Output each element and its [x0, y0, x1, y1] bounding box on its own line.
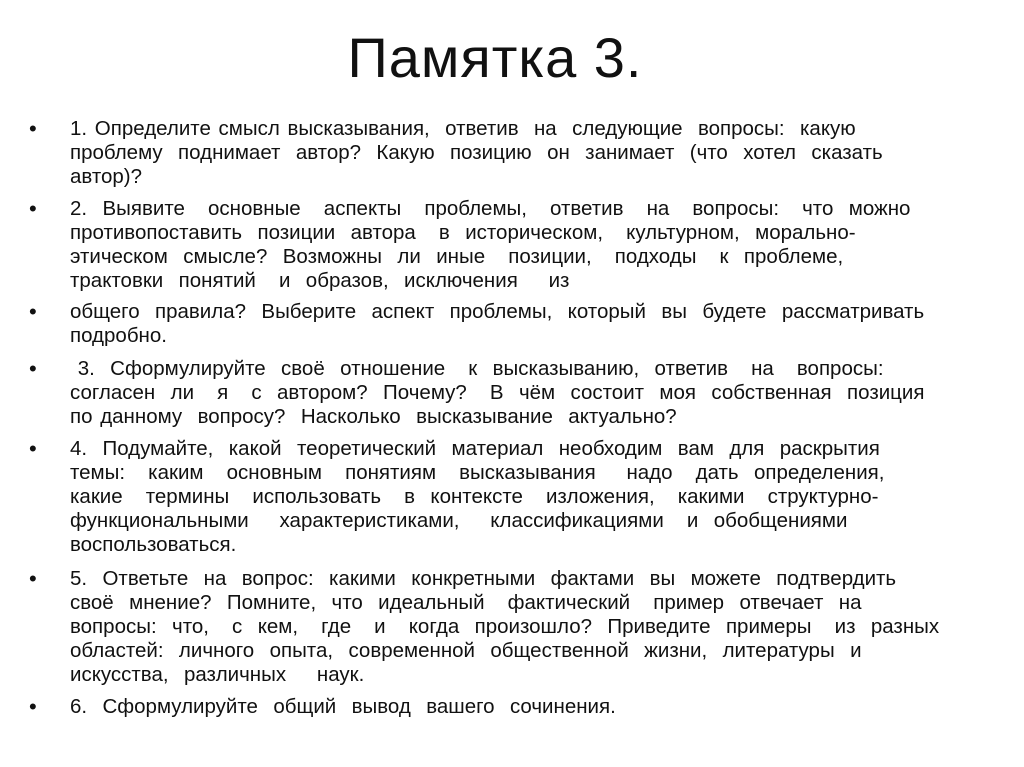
bullet-icon: • — [29, 299, 37, 324]
item-line: трактовки понятий и образов, исключения из — [70, 269, 570, 292]
bullet-icon: • — [29, 566, 37, 591]
item-line: по данному вопросу? Насколько высказывание актуально? — [70, 405, 677, 428]
bullet-icon: • — [29, 196, 37, 221]
list-item — [29, 116, 1015, 189]
list-item — [29, 436, 1015, 557]
item-line: функциональными характеристиками, классификациями и обобщениями — [70, 509, 848, 532]
item-line: вопросы: что, с кем, где и когда произошло? Приведите примеры из разных — [70, 615, 940, 638]
item-line: какие термины использовать в контексте изложения, какими структурно- — [70, 485, 879, 508]
item-line: темы: каким основным понятиям высказывания надо дать определения, — [70, 461, 885, 484]
list-item — [29, 196, 1015, 293]
item-line: 2. Выявите основные аспекты проблемы, ответив на вопросы: что можно — [70, 197, 911, 220]
slide-title: Памятка 3. — [347, 26, 643, 89]
item-line: 4. Подумайте, какой теоретический материал необходим вам для раскрытия — [70, 437, 880, 460]
bullet-icon: • — [29, 356, 37, 381]
item-line: 5. Ответьте на вопрос: какими конкретными фактами вы можете подтвердить — [70, 567, 897, 590]
item-line: проблему поднимает автор? Какую позицию он занимает (что хотел сказать — [70, 141, 883, 164]
item-line: воспользоваться. — [70, 533, 237, 556]
bullet-icon: • — [29, 116, 37, 141]
bullet-icon: • — [29, 436, 37, 461]
list-item — [29, 356, 1015, 429]
list-item — [29, 299, 1015, 348]
item-line: 1. Определите смысл высказывания, ответив на следующие вопросы: какую — [70, 117, 856, 140]
item-line: своё мнение? Помните, что идеальный фактический пример отвечает на — [70, 591, 862, 614]
item-line: общего правила? Выберите аспект проблемы, который вы будете рассматривать — [70, 300, 925, 323]
bullet-icon: • — [29, 694, 37, 719]
item-line: согласен ли я с автором? Почему? В чём состоит моя собственная позиция — [70, 381, 925, 404]
list-item — [29, 566, 1015, 687]
item-line: подробно. — [70, 324, 167, 347]
item-line: областей: личного опыта, современной общественной жизни, литературы и — [70, 639, 862, 662]
item-line: этическом смысле? Возможны ли иные позиции, подходы к проблеме, — [70, 245, 844, 268]
item-line: противопоставить позиции автора в историческом, культурном, морально- — [70, 221, 856, 244]
item-line: автор)? — [70, 165, 143, 188]
list-item — [29, 694, 1015, 719]
item-line: 3. Сформулируйте своё отношение к высказыванию, ответив на вопросы: — [70, 357, 884, 380]
item-line: искусства, различных наук. — [70, 663, 365, 686]
item-line: 6. Сформулируйте общий вывод вашего сочинения. — [70, 695, 616, 718]
